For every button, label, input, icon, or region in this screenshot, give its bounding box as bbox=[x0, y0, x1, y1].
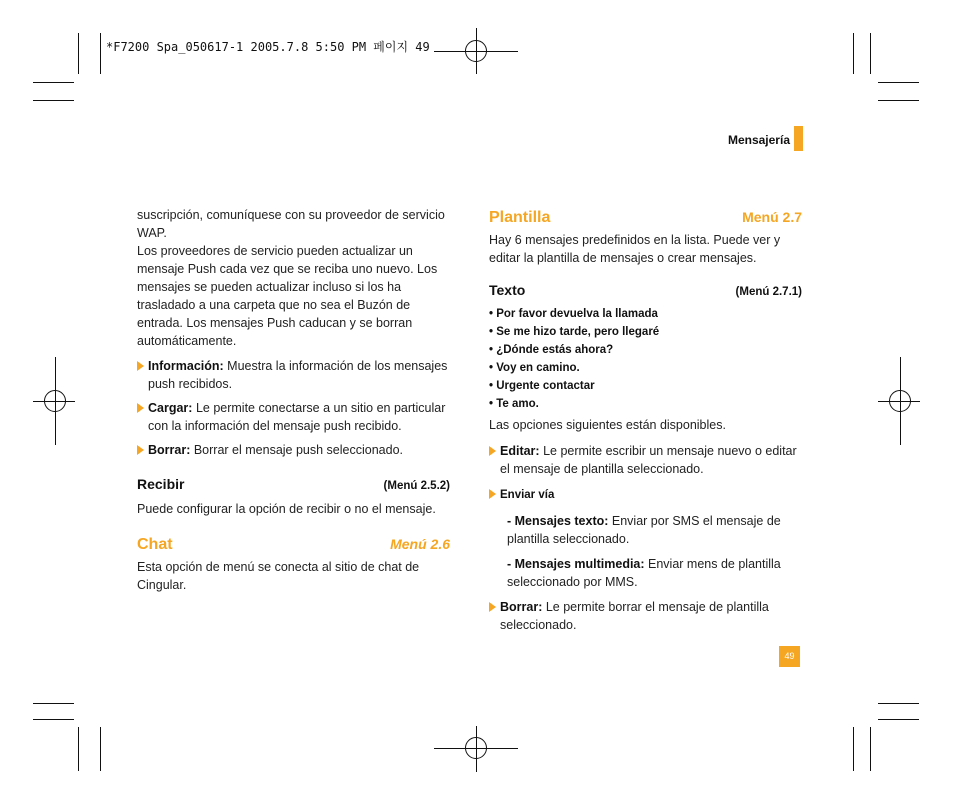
section-title: Mensajería bbox=[727, 133, 790, 147]
bullet-borrar: Borrar: Borrar el mensaje push seleccionado. bbox=[137, 441, 450, 459]
bullet-informacion: Información: Muestra la información de los mensajes push recibidos. bbox=[137, 357, 450, 393]
bullet-editar: Editar: Le permite escribir un mensaje nuevo o editar el mensaje de plantilla seleccionado. bbox=[489, 442, 802, 478]
bullet-enviar-via: Enviar vía bbox=[489, 485, 802, 504]
list-item: • Voy en camino. bbox=[489, 362, 580, 374]
texto-menu: (Menú 2.7.1) bbox=[735, 286, 802, 298]
bullet-borrar-plantilla: Borrar: Le permite borrar el mensaje de plantilla seleccionado. bbox=[489, 598, 802, 634]
list-item: • Urgente contactar bbox=[489, 380, 595, 392]
arrow-icon bbox=[137, 445, 144, 455]
push-paragraph: Los proveedores de servicio pueden actualizar un mensaje Push cada vez que se reciba uno nuevo. Los mensajes se pueden actualizar incluso si los ha trasladado a una carpeta que no sea el Buzón de entrada. Los mensajes Push caducan y se borran automáticamente. bbox=[137, 244, 438, 348]
plantilla-text: Hay 6 mensajes predefinidos en la lista. Puede ver y editar la plantilla de mensajes o crear mensajes. bbox=[489, 233, 781, 265]
predefined-messages-list bbox=[489, 305, 802, 413]
enviar-mms: - Mensajes multimedia: Enviar mens de plantilla seleccionado por MMS. bbox=[507, 557, 781, 589]
section-tab-marker bbox=[794, 126, 803, 151]
plantilla-menu: Menú 2.7 bbox=[742, 209, 802, 225]
arrow-icon bbox=[489, 446, 496, 456]
right-column bbox=[489, 208, 802, 634]
left-column bbox=[137, 206, 450, 594]
recibir-title: Recibir bbox=[137, 476, 185, 492]
recibir-menu: (Menú 2.5.2) bbox=[383, 480, 450, 492]
bullet-cargar: Cargar: Le permite conectarse a un sitio en particular con la información del mensaje push recibido. bbox=[137, 399, 450, 435]
enviar-sms: - Mensajes texto: Enviar por SMS el mensaje de plantilla seleccionado. bbox=[507, 514, 781, 546]
chat-heading bbox=[137, 535, 450, 554]
chat-menu: Menú 2.6 bbox=[390, 536, 450, 552]
texto-title: Texto bbox=[489, 282, 526, 298]
recibir-heading bbox=[137, 475, 450, 495]
arrow-icon bbox=[137, 403, 144, 413]
chat-text: Esta opción de menú se conecta al sitio de chat de Cingular. bbox=[137, 560, 420, 592]
arrow-icon bbox=[489, 489, 496, 499]
options-text: Las opciones siguientes están disponibles. bbox=[489, 418, 726, 432]
page-number: 49 bbox=[779, 646, 800, 667]
list-item: • Se me hizo tarde, pero llegaré bbox=[489, 326, 660, 338]
chat-title: Chat bbox=[137, 536, 173, 553]
list-item: • Por favor devuelva la llamada bbox=[489, 308, 658, 320]
print-slug: *F7200 Spa_050617-1 2005.7.8 5:50 PM 페이지 49 bbox=[106, 40, 430, 54]
intro-text: suscripción, comuníquese con su proveedor de servicio WAP. bbox=[137, 208, 445, 240]
list-item: • ¿Dónde estás ahora? bbox=[489, 344, 614, 356]
plantilla-title: Plantilla bbox=[489, 209, 551, 226]
arrow-icon bbox=[137, 361, 144, 371]
recibir-text: Puede configurar la opción de recibir o no el mensaje. bbox=[137, 502, 436, 516]
texto-heading bbox=[489, 281, 802, 301]
arrow-icon bbox=[489, 602, 496, 612]
list-item: • Te amo. bbox=[489, 398, 539, 410]
plantilla-heading bbox=[489, 208, 802, 227]
